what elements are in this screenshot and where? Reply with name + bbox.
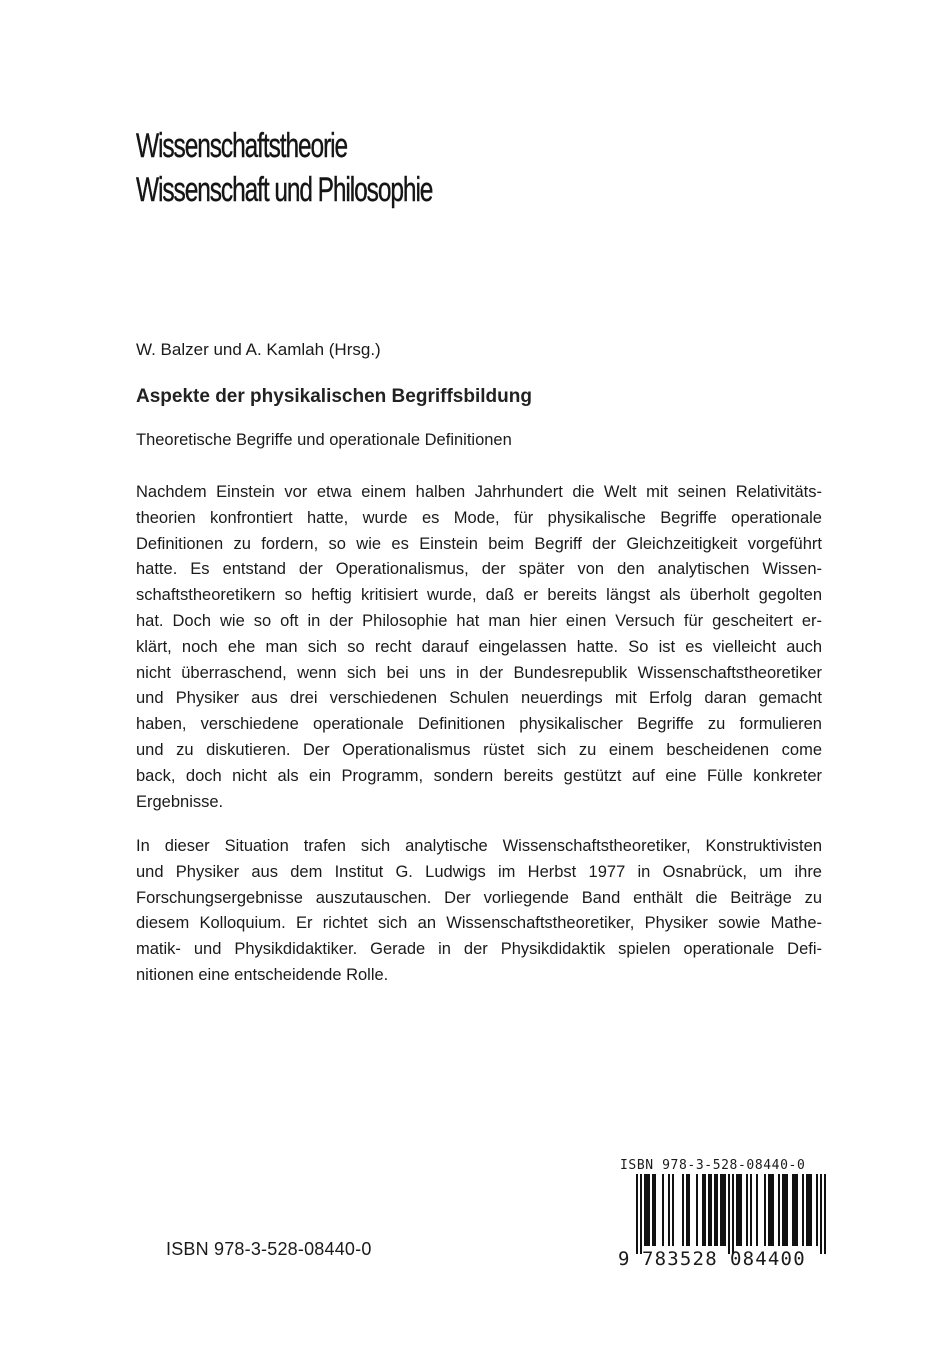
barcode-bar bbox=[786, 1174, 788, 1246]
barcode bbox=[612, 1158, 828, 1278]
paragraph-line: Forschungsergebnisse auszutauschen. Der vorliegende Band enthält die Beiträge zu bbox=[136, 888, 822, 907]
barcode-bar bbox=[652, 1174, 654, 1246]
paragraph-line: hat. Doch wie so oft in der Philosophie hat man hier einen Versuch für gescheitert er- bbox=[136, 611, 822, 630]
barcode-bar bbox=[816, 1174, 818, 1246]
barcode-isbn-label: ISBN 978-3-528-08440-0 bbox=[620, 1158, 806, 1173]
barcode-bar bbox=[704, 1174, 706, 1246]
barcode-bar bbox=[720, 1174, 722, 1246]
barcode-bar bbox=[708, 1174, 710, 1246]
barcode-bar bbox=[662, 1174, 664, 1246]
series-title bbox=[136, 124, 656, 212]
barcode-bar bbox=[710, 1174, 712, 1246]
barcode-bar bbox=[682, 1174, 684, 1246]
paragraph-line: und Physiker aus dem Institut G. Ludwigs im Herbst 1977 in Osnabrück, um ihre bbox=[136, 862, 822, 881]
barcode-bar bbox=[724, 1174, 726, 1246]
barcode-bar bbox=[702, 1174, 704, 1246]
barcode-bar bbox=[732, 1174, 734, 1254]
paragraph-line: haben, verschiedene operationale Definitionen physikalischer Begriffe zu formulieren bbox=[136, 715, 822, 734]
isbn-text: ISBN 978-3-528-08440-0 bbox=[166, 1239, 372, 1259]
paragraph-line: und Physiker aus drei verschiedenen Schulen neuerdings mit Erfolg daran gemacht bbox=[136, 689, 822, 708]
barcode-bars bbox=[612, 1174, 828, 1254]
paragraph-line: theorien konfrontiert hatte, wurde es Mode, für physikalische Begriffe operationale bbox=[136, 508, 822, 527]
paragraph-line: matik- und Physikdidaktiker. Gerade in der Physikdidaktik spielen operationale Defi- bbox=[136, 940, 822, 959]
paragraph-line: Nachdem Einstein vor etwa einem halben Jahrhundert die Welt mit seinen Relativitäts- bbox=[136, 483, 822, 501]
barcode-bar bbox=[716, 1174, 718, 1246]
paragraph-line: Definitionen zu fordern, so wie es Einstein beim Begriff der Gleichzeitigkeit vorgeführt bbox=[136, 534, 822, 553]
barcode-bar bbox=[640, 1174, 642, 1254]
paragraph-line: Ergebnisse. bbox=[136, 792, 224, 811]
barcode-bar bbox=[636, 1174, 638, 1254]
barcode-bar bbox=[764, 1174, 766, 1246]
barcode-bar bbox=[740, 1174, 742, 1246]
barcode-bar bbox=[648, 1174, 650, 1246]
barcode-bar bbox=[672, 1174, 674, 1246]
barcode-bar bbox=[644, 1174, 646, 1246]
barcode-bar bbox=[794, 1174, 796, 1246]
paragraph-line: und zu diskutieren. Der Operationalismus rüstet sich zu einem bescheidenen come bbox=[136, 740, 822, 759]
barcode-bar bbox=[714, 1174, 716, 1246]
barcode-bar bbox=[796, 1174, 798, 1246]
paragraph-line: schaftstheoretikern so heftig kritisiert wurde, daß er bereits längst als überholt gegolten bbox=[136, 586, 822, 605]
barcode-bar bbox=[784, 1174, 786, 1246]
paragraph-line: back, doch nicht als ein Programm, sondern bereits gestützt auf eine Fülle konkreter bbox=[136, 766, 822, 785]
barcode-bar bbox=[722, 1174, 724, 1246]
barcode-bar bbox=[824, 1174, 826, 1254]
barcode-bar bbox=[806, 1174, 808, 1246]
barcode-bar bbox=[770, 1174, 772, 1246]
barcode-bar bbox=[756, 1174, 758, 1246]
book-subtitle: Theoretische Begriffe und operationale Definitionen bbox=[136, 431, 512, 449]
paragraph-line: nitionen eine entscheidende Rolle. bbox=[136, 965, 389, 984]
series-title-line-2: Wissenschaft und Philosophie bbox=[136, 171, 433, 209]
barcode-digits-right: 084400 bbox=[730, 1248, 806, 1270]
barcode-bar bbox=[778, 1174, 780, 1246]
paragraph-line: nicht überraschend, wenn sich bei uns in der Bundesrepublik Wissenschaftstheoretiker bbox=[136, 663, 822, 682]
barcode-bar bbox=[792, 1174, 794, 1246]
barcode-bar bbox=[772, 1174, 774, 1246]
description-paragraph-2 bbox=[136, 834, 822, 989]
barcode-bar bbox=[736, 1174, 738, 1246]
editors: W. Balzer und A. Kamlah (Hrsg.) bbox=[136, 340, 381, 359]
barcode-bar bbox=[750, 1174, 752, 1246]
barcode-bar bbox=[696, 1174, 698, 1246]
barcode-bar bbox=[746, 1174, 748, 1246]
barcode-bar bbox=[728, 1174, 730, 1254]
barcode-digits-left: 783528 bbox=[642, 1248, 718, 1270]
barcode-bar bbox=[646, 1174, 648, 1246]
paragraph-line: hatte. Es entstand der Operationalismus, der später von den analytischen Wissen- bbox=[136, 560, 822, 579]
barcode-bar bbox=[686, 1174, 688, 1246]
barcode-bar bbox=[808, 1174, 810, 1246]
series-title-line-1: Wissenschaftstheorie bbox=[136, 127, 348, 165]
barcode-bar bbox=[668, 1174, 670, 1246]
barcode-bar bbox=[768, 1174, 770, 1246]
paragraph-line: klärt, noch ehe man sich so recht darauf eingelassen hatte. So ist es vielleicht auch bbox=[136, 637, 822, 656]
description-paragraph-1 bbox=[136, 480, 822, 815]
barcode-bar bbox=[738, 1174, 740, 1246]
paragraph-line: diesem Kolloquium. Er richtet sich an Wissenschaftstheoretiker, Physiker sowie Mathe- bbox=[136, 914, 822, 933]
barcode-digit-lead: 9 bbox=[618, 1248, 630, 1270]
barcode-bar bbox=[802, 1174, 804, 1246]
barcode-bar bbox=[688, 1174, 690, 1246]
barcode-bar bbox=[782, 1174, 784, 1246]
barcode-bar bbox=[810, 1174, 812, 1246]
paragraph-line: In dieser Situation trafen sich analytische Wissenschaftstheoretiker, Konstruktivisten bbox=[136, 837, 822, 855]
barcode-bar bbox=[820, 1174, 822, 1254]
book-title: Aspekte der physikalischen Begriffsbildung bbox=[136, 386, 532, 407]
barcode-bar bbox=[654, 1174, 656, 1246]
